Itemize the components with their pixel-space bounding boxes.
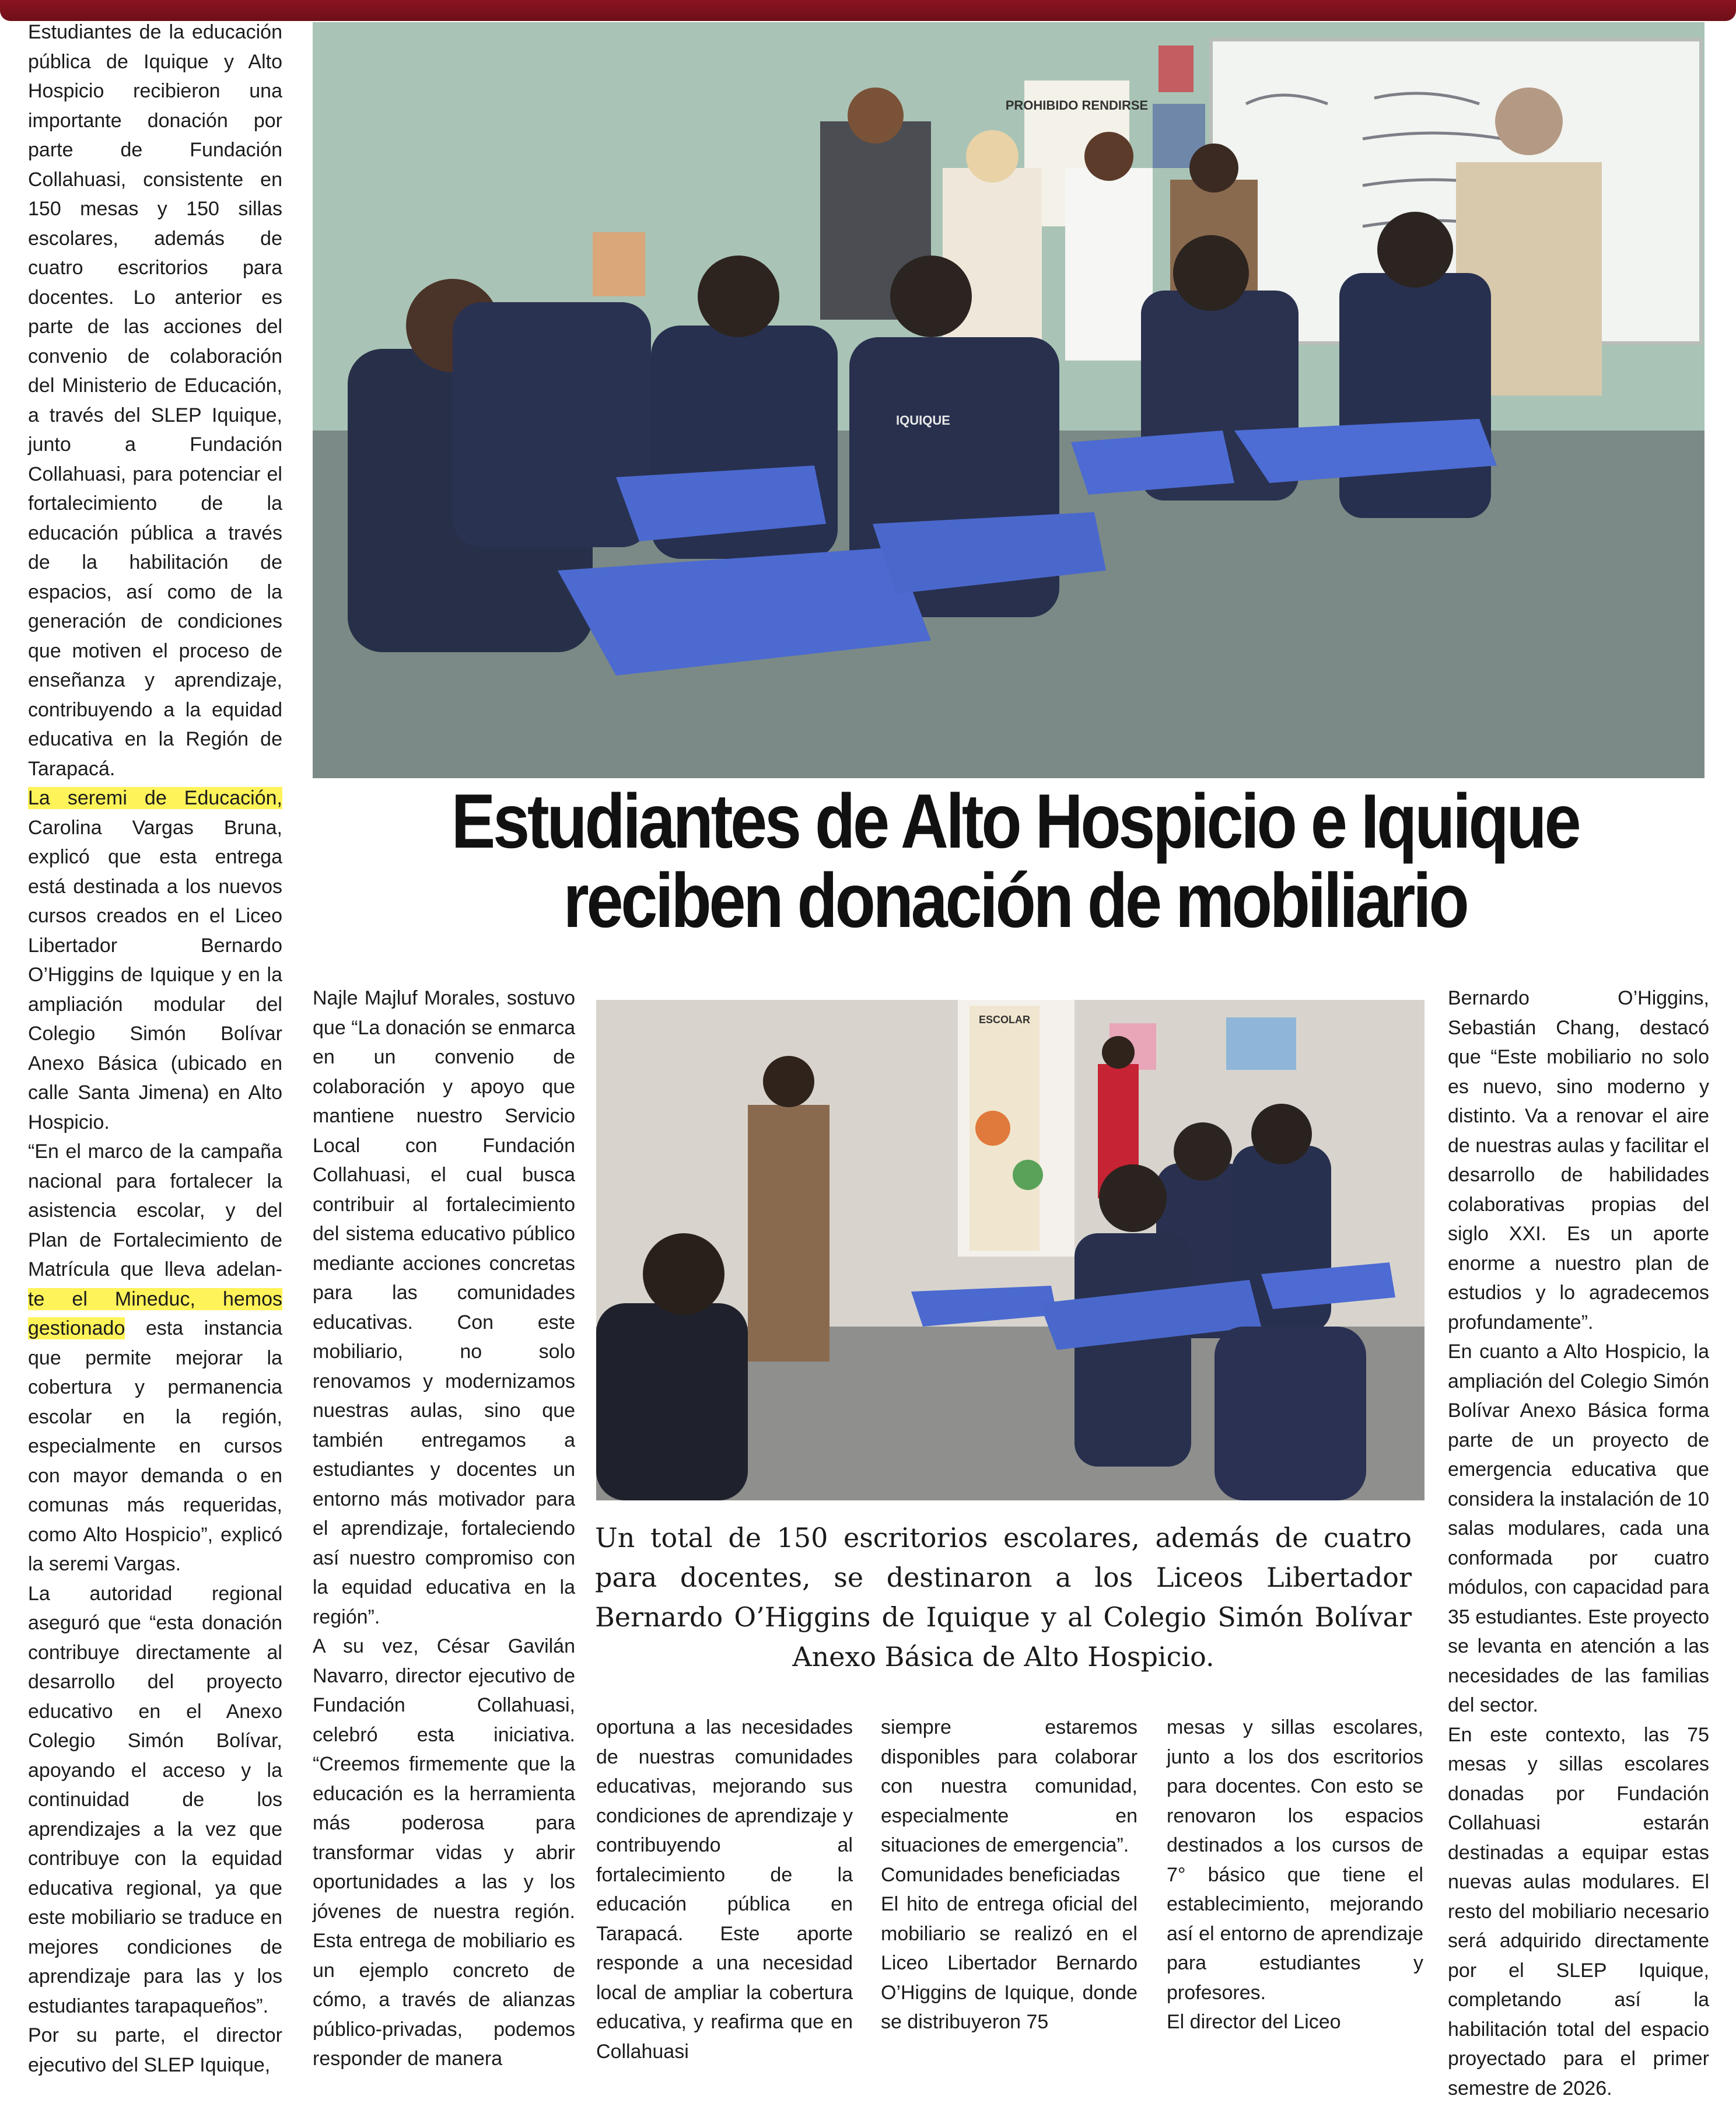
col5-paragraph-2: El director del Liceo	[1167, 2007, 1423, 2037]
col2-paragraph-2: A su vez, César Gavilán Navarro, director ejecutivo de Fundación Collahuasi, celebró esta iniciativa. “Creemos firmemente que la educación es la herramienta más poderosa para transformar vidas y abrir oportunidades a las y los jóvenes de nuestra región. Esta entrega de mobiliario es un ejemplo concreto de cómo, a través de alianzas público-privadas, podemos responder de manera	[313, 1632, 575, 2074]
classroom-photo-top-illustration	[313, 22, 1704, 778]
caption-line-4: Anexo Básica de Alto Hospicio.	[595, 1637, 1412, 1677]
col1-paragraph-5: Por su parte, el director ejecutivo del SLEP Iquique,	[28, 2021, 282, 2080]
column-4	[881, 1713, 1138, 2037]
col6-paragraph-2: En cuanto a Alto Hospicio, la ampliación del Colegio Simón Bolívar Anexo Básica forma parte de un proyecto de emergencia educativa que considera la instalación de 10 salas modulares, cada una conformada por cuatro módulos, con capacidad para 35 estudiantes. Este proyecto se levanta en atención a las necesidades de las familias del sector.	[1448, 1337, 1709, 1720]
col5-paragraph-1: mesas y sillas escolares, junto a los dos escritorios para docentes. Con esto se renovaron los espacios destinados a los cursos de 7° básico que tiene el establecimiento, mejorando así el entorno de aprendizaje para estudiantes y profesores.	[1167, 1713, 1423, 2007]
col4-subhead: Comunidades beneficiadas	[881, 1860, 1138, 1890]
col2-paragraph-1: Najle Majluf Morales, sostuvo que “La donación se enmarca en un convenio de colaboración y apoyo que mantiene nuestro Servicio Local con Fundación Collahuasi, el cual busca contribuir al fortalecimiento del sistema educativo público mediante acciones concretas para las comunidades educativas. Con este mobiliario, no solo renovamos y modernizamos nuestras aulas, sino que también entregamos a estudiantes y docentes un entorno más motivador para el aprendizaje, fortaleciendo así nuestro compromiso con la equidad educativa en la región”.	[313, 984, 575, 1632]
caption-line-3: Bernardo O’Higgins de Iquique y al Colegio Simón Bolívar	[595, 1597, 1412, 1637]
photo-caption	[595, 1518, 1412, 1677]
col1-paragraph-1: Estudiantes de la educación pública de Iquique y Alto Hospicio recibieron una importante donación por parte de Fundación Collahuasi, consistente en 150 mesas y 150 sillas escolares, además de cuatro escritorios para docentes. Lo anterior es parte de las acciones del convenio de colaboración del Ministerio de Educación, a través del SLEP Iquique, junto a Fundación Collahuasi, para potenciar el fortalecimiento de la educación pública a través de la habilitación de espacios, así como de la generación de condiciones que motiven el proceso de enseñanza y aprendizaje, contribuyendo a la equidad educativa en la Región de Tarapacá.	[28, 18, 282, 783]
caption-line-1: Un total de 150 escritorios escolares, además de cuatro	[595, 1518, 1412, 1558]
classroom-photo-top	[313, 22, 1704, 778]
highlight-mark: te el Mineduc, hemos gestionado	[28, 1288, 282, 1340]
shirt-text: IQUIQUE	[896, 413, 950, 428]
headline	[423, 782, 1607, 940]
column-2	[313, 984, 575, 2074]
classroom-photo-bottom-illustration	[596, 1000, 1424, 1500]
col1-paragraph-3	[28, 1137, 282, 1579]
highlight-mark: La seremi de Educación,	[28, 787, 282, 809]
caption-line-2: para docentes, se destinaron a los Liceos Libertador	[595, 1558, 1412, 1597]
column-5	[1167, 1713, 1423, 2037]
headline-line-2: reciben donación de mobiliario	[423, 861, 1607, 940]
column-1	[28, 18, 282, 2080]
banner-text: ESCOLAR	[979, 1014, 1030, 1026]
col3-paragraph-1: oportuna a las necesidades de nuestras comunidades educativas, mejorando sus condiciones de aprendizaje y contribuyendo al fortalecimiento de la educación pública en Tarapacá. Este aporte responde a una necesidad local de ampliar la cobertura educativa, y reafirma que en Collahuasi	[596, 1713, 853, 2066]
col4-paragraph-2: El hito de entrega oficial del mobiliario se realizó en el Liceo Libertador Bernardo O’Higgins de Iquique, donde se distribuyeron 75	[881, 1889, 1138, 2037]
col4-paragraph-1: siempre estaremos disponibles para colaborar con nuestra comunidad, especialmente en situaciones de emergencia”.	[881, 1713, 1138, 1860]
col6-paragraph-3: En este contexto, las 75 mesas y sillas escolares donadas por Fundación Collahuasi estarán destinadas a equipar estas nuevas aulas modulares. El resto del mobiliario necesario será adquirido directamente por el SLEP Iquique, completando así la habilitación total del espacio proyectado para el primer semestre de 2026.	[1448, 1720, 1709, 2103]
col1-paragraph-3-before: “En el marco de la campaña nacional para fortalecer la asistencia escolar, y del Plan de Fortalecimiento de Matrícula que lleva adelan-	[28, 1140, 282, 1280]
column-6	[1448, 984, 1709, 2103]
col1-paragraph-2-rest: Carolina Vargas Bruna, explicó que esta entrega está destinada a los nuevos cursos creados en el Liceo Libertador Bernardo O’Higgins de Iquique y en la ampliación modular del Colegio Simón Bolívar Anexo Básica (ubicado en calle Santa Jimena) en Alto Hospicio.	[28, 817, 282, 1133]
classroom-photo-bottom	[596, 1000, 1424, 1500]
col6-paragraph-1: Bernardo O’Higgins, Sebastián Chang, destacó que “Este mobiliario no solo es nuevo, sino moderno y distinto. Va a renovar el aire de nuestras aulas y facilitar el desarrollo de habilidades colaborativas propias del siglo XXI. Es un aporte enorme a nuestro plan de estudios y lo agradecemos profundamente”.	[1448, 984, 1709, 1337]
col1-paragraph-3-after: esta instancia que permite mejorar la cobertura y permanencia escolar en la región, especialmente en cursos con mayor demanda o en comunas más requeridas, como Alto Hospicio”, explicó la seremi Vargas.	[28, 1317, 282, 1575]
headline-line-1: Estudiantes de Alto Hospicio e Iquique	[423, 782, 1607, 861]
col1-paragraph-2	[28, 783, 282, 1137]
col1-paragraph-4: La autoridad regional aseguró que “esta donación contribuye directamente al desarrollo del proyecto educativo en el Anexo Colegio Simón Bolívar, apoyando el acceso y la continuidad de los aprendizajes a la vez que contribuye con la equidad educativa regional, ya que este mobiliario se traduce en mejores condiciones de aprendizaje para las y los estudiantes tarapaqueños”.	[28, 1579, 282, 2021]
poster-text: PROHIBIDO RENDIRSE	[1006, 98, 1148, 113]
column-3	[596, 1713, 853, 2066]
